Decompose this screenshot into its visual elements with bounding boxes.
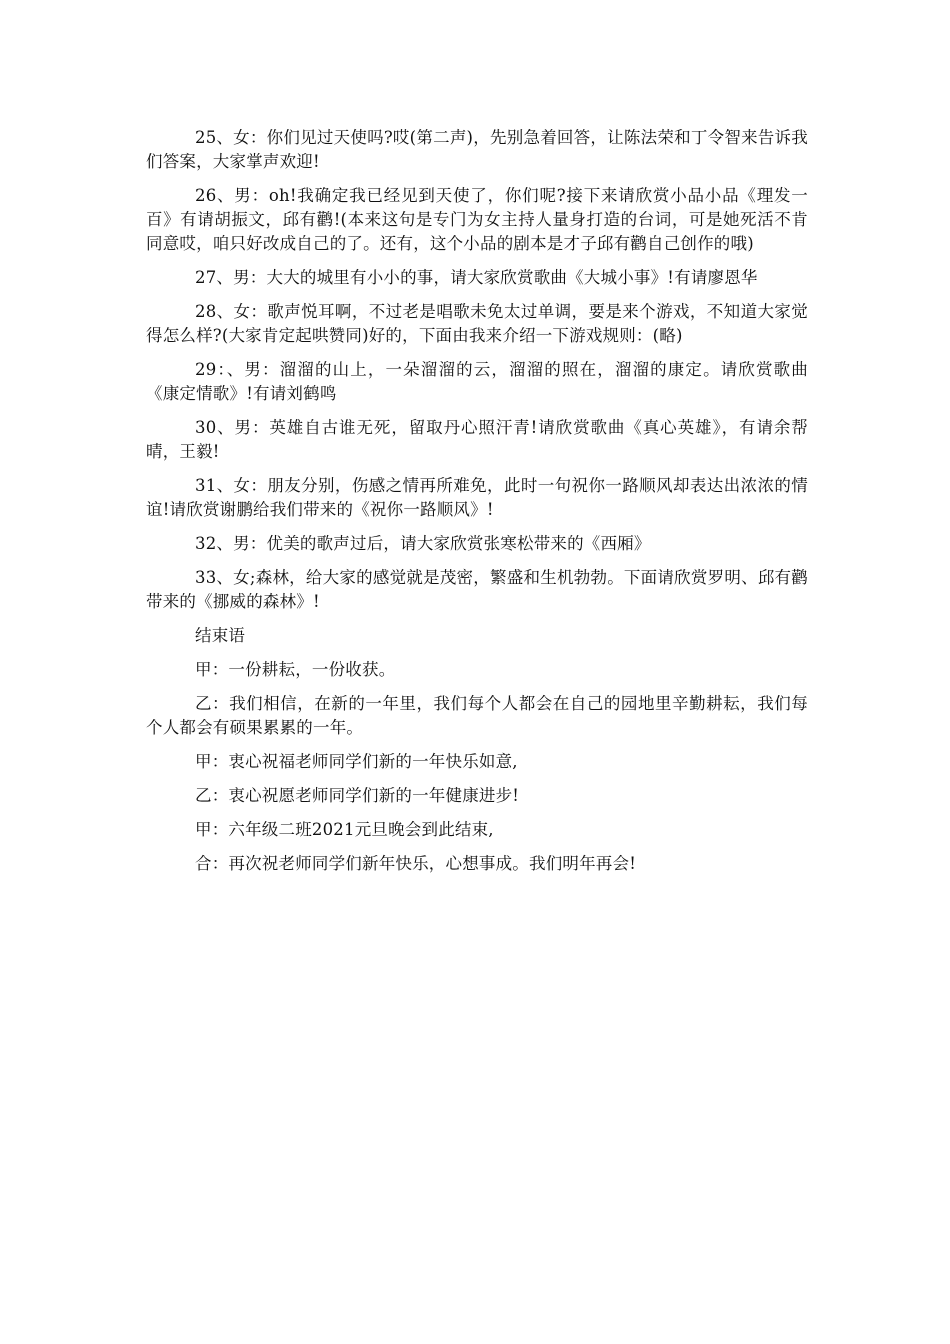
paragraph-item-28: 28、女：歌声悦耳啊，不过老是唱歌未免太过单调，要是来个游戏，不知道大家觉得怎么样?(大家肯定起哄赞同)好的，下面由我来介绍一下游戏规则：(略): [146, 302, 808, 345]
closing-remarks-heading: 结束语: [195, 626, 246, 645]
paragraph-item-29: 29：、男：溜溜的山上，一朵溜溜的云，溜溜的照在，溜溜的康定。请欣赏歌曲《康定情歌》!有请刘鹤鸣: [146, 360, 808, 403]
paragraph-item-32: 32、男：优美的歌声过后，请大家欣赏张寒松带来的《西厢》: [195, 534, 651, 553]
closing-line-4: 乙：衷心祝愿老师同学们新的一年健康进步!: [195, 786, 520, 805]
paragraph-item-33: 33、女;森林，给大家的感觉就是茂密，繁盛和生机勃勃。下面请欣赏罗明、邱有鹳带来的《挪威的森林》!: [146, 568, 808, 611]
paragraph-item-30: 30、男：英雄自古谁无死，留取丹心照汗青!请欣赏歌曲《真心英雄》，有请余帮晴，王毅!: [146, 418, 808, 461]
closing-line-1: 甲：一份耕耘，一份收获。: [195, 660, 396, 679]
paragraph-item-31: 31、女：朋友分别，伤感之情再所难免，此时一句祝你一路顺风却表达出浓浓的情谊!请欣赏谢鹏给我们带来的《祝你一路顺风》!: [146, 476, 808, 519]
closing-line-3: 甲：衷心祝福老师同学们新的一年快乐如意,: [195, 752, 518, 771]
paragraph-item-25: 25、女：你们见过天使吗?哎(第二声)，先别急着回答，让陈法荣和丁令智来告诉我们答案，大家掌声欢迎!: [146, 128, 808, 171]
paragraph-item-27: 27、男：大大的城里有小小的事，请大家欣赏歌曲《大城小事》!有请廖恩华: [195, 268, 758, 287]
closing-line-2: 乙：我们相信，在新的一年里，我们每个人都会在自己的园地里辛勤耕耘，我们每个人都会有硕果累累的一年。: [146, 694, 808, 737]
document-page: [146, 126, 808, 886]
paragraph-item-26: 26、男：oh!我确定我已经见到天使了，你们呢?接下来请欣赏小品小品《理发一百》有请胡振文，邱有鹳!(本来这句是专门为女主持人量身打造的台词，可是她死活不肯同意哎，咱只好改成自己的了。还有，这个小品的剧本是才子邱有鹳自己创作的哦): [146, 186, 808, 253]
closing-line-5: 甲：六年级二班2021元旦晚会到此结束,: [195, 820, 494, 839]
closing-line-6: 合：再次祝老师同学们新年快乐，心想事成。我们明年再会!: [195, 854, 637, 873]
